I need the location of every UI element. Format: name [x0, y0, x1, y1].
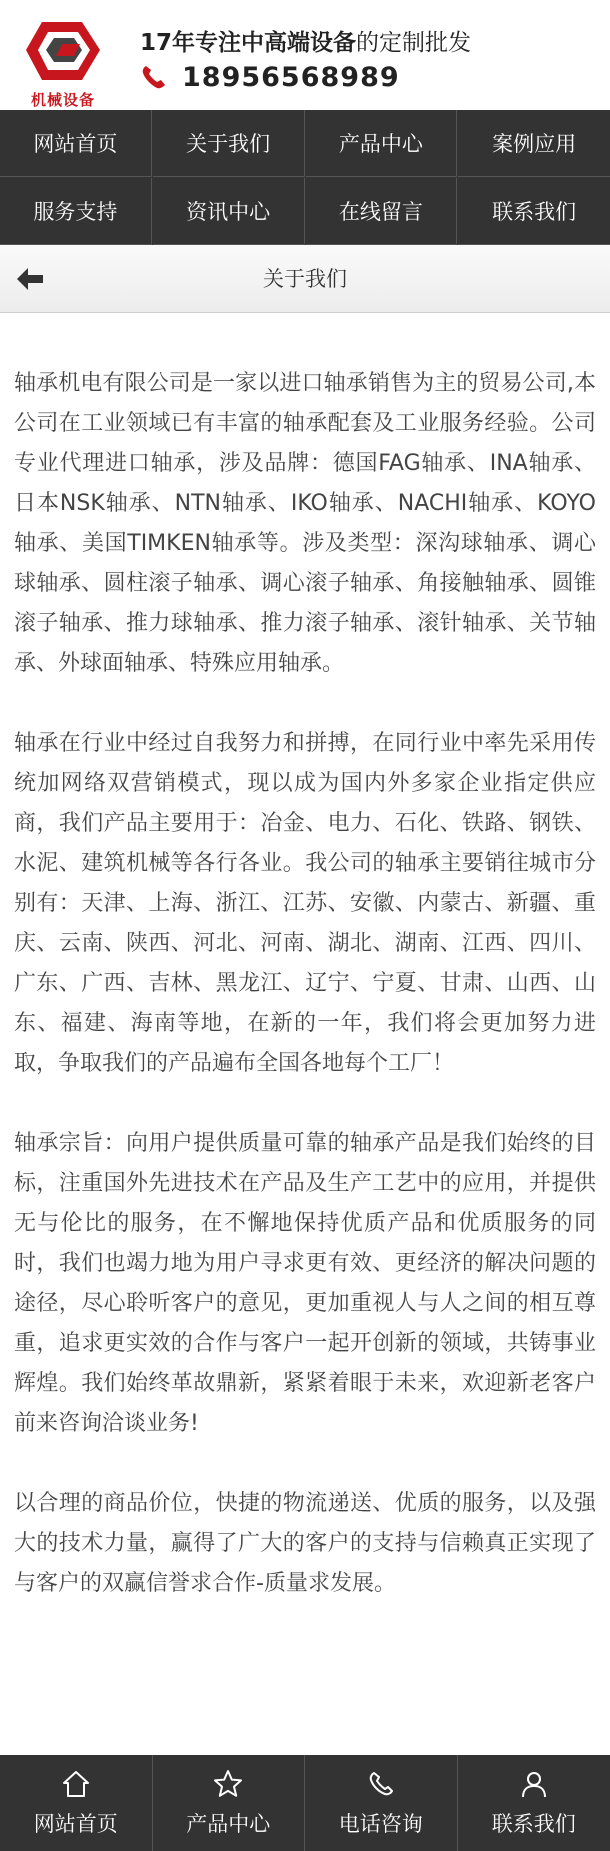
site-header [0, 0, 610, 110]
nav-item-message[interactable]: 在线留言 [306, 178, 458, 245]
content-paragraph: 轴承在行业中经过自我努力和拼搏，在同行业中率先采用传统加网络双营销模式，现以成为国内外多家企业指定供应商，我们产品主要用于：冶金、电力、石化、铁路、钢铁、水泥、建筑机械等各行各业。我公司的轴承主要销往城市分别有：天津、上海、浙江、江苏、安徽、内蒙古、新疆、重 庆、云南、陕西、河北、河南、湖北、湖南、江西、四川、广东、广西、吉林、黑龙江、辽宁、宁夏、甘肃、山西、山东、福建、海南等地，在新的一年，我们将会更加努力进取，争取我们的产品遍布全国各地每个工厂！ [14, 731, 596, 1076]
nav-item-about[interactable]: 关于我们 [153, 110, 305, 177]
footer-phone-button[interactable] [305, 1755, 458, 1851]
content-paragraph: 轴承机电有限公司是一家以进口轴承销售为主的贸易公司,本公司在工业领域已有丰富的轴承配套及工业服务经验。公司专业代理进口轴承，涉及品牌：德国FAG轴承、INA轴承、日本NSK轴承、NTN轴承、IKO轴承、NACHI轴承、KOYO轴承、美国TIMKEN轴承等。涉及类型：深沟球轴承、调心球轴承、圆柱滚子轴承、调心滚子轴承、角接触轴承、圆锥滚子轴承、推力球轴承、推力滚子轴承、滚针轴承、关节轴承、外球面轴承、特殊应用轴承。 [14, 371, 596, 676]
main-nav [0, 110, 610, 245]
footer-products-button[interactable] [153, 1755, 306, 1851]
slogan-bold: 17年专注中高端设备 [140, 30, 357, 56]
star-icon [212, 1768, 244, 1800]
nav-item-home[interactable]: 网站首页 [0, 110, 152, 177]
logo-mark-icon [22, 16, 104, 88]
footer-home-button[interactable] [0, 1755, 153, 1851]
site-logo[interactable] [22, 16, 104, 108]
footer-products-label: 产品中心 [186, 1812, 271, 1836]
home-icon [60, 1768, 92, 1800]
page-titlebar [0, 245, 610, 313]
nav-item-contact[interactable]: 联系我们 [458, 178, 610, 245]
content-paragraph: 以合理的商品价位，快捷的物流递送、优质的服务，以及强大的技术力量，赢得了广大的客户的支持与信赖真正实现了与客户的双赢信誉求合作-质量求发展。 [14, 1491, 596, 1596]
header-phone[interactable] [140, 60, 400, 94]
footer-home-label: 网站首页 [33, 1812, 118, 1836]
footer-phone-label: 电话咨询 [338, 1812, 423, 1836]
content-paragraph: 轴承宗旨：向用户提供质量可靠的轴承产品是我们始终的目标，注重国外先进技术在产品及生产工艺中的应用，并提供无与伦比的服务，在不懈地保持优质产品和优质服务的同时，我们也竭力地为用户寻求更有效、更经济的解决问题的途径，尽心聆听客户的意见，更加重视人与人之间的相互尊重，追求更实效的合作与客户一起开创新的领域，共铸事业辉煌。我们始终革故鼎新，紧紧着眼于未来，欢迎新老客户前来咨询洽谈业务! [14, 1131, 596, 1436]
logo-text: 机械设备 [30, 91, 95, 109]
header-slogan [140, 24, 471, 57]
slogan-rest: 的定制批发 [356, 30, 472, 56]
phone-icon [365, 1768, 397, 1800]
phone-icon [140, 63, 168, 91]
nav-item-products[interactable]: 产品中心 [306, 110, 458, 177]
bottom-toolbar [0, 1755, 610, 1851]
footer-contact-label: 联系我们 [491, 1812, 576, 1836]
page-title: 关于我们 [263, 267, 347, 291]
footer-contact-button[interactable] [458, 1755, 610, 1851]
phone-number: 18956568989 [182, 61, 400, 93]
nav-item-cases[interactable]: 案例应用 [458, 110, 610, 177]
user-icon [518, 1768, 550, 1800]
nav-item-news[interactable]: 资讯中心 [153, 178, 305, 245]
nav-item-support[interactable]: 服务支持 [0, 178, 152, 245]
about-content [14, 364, 596, 1644]
